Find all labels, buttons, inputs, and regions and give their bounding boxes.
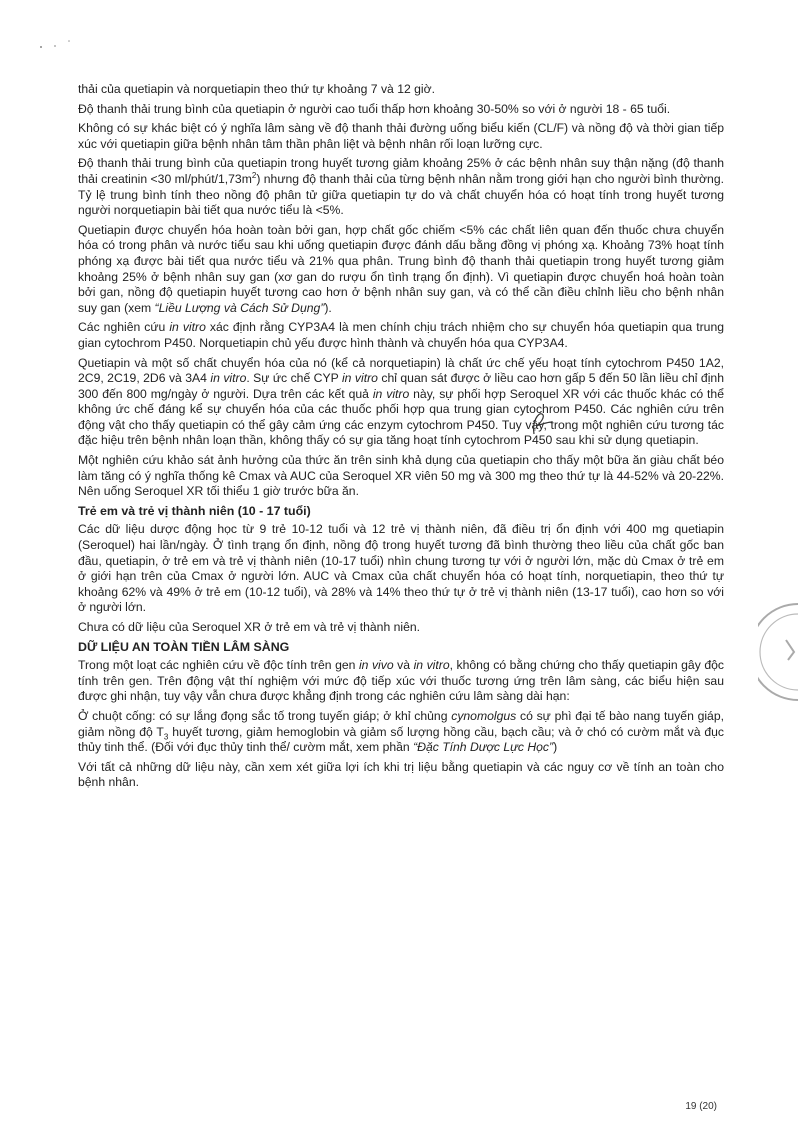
- text-run: Với tất cả những dữ liệu này, cần xem xét giữa lợi ích khi trị liệu bằng quetiapin và các nguy cơ về tính an toàn cho bệnh nhân.: [78, 759, 724, 790]
- text-run: Một nghiên cứu khảo sát ảnh hưởng của thức ăn trên sinh khả dụng của quetiapin cho thấy một bữa ăn giàu chất béo làm tăng có ý nghĩa thống kê Cmax và AUC của Seroquel XR viên 50 mg và 300 mg theo thứ tự là 44-52% và 20-22%. Nên uống Seroquel XR tối thiểu 1 giờ trước bữa ăn.: [78, 453, 724, 499]
- text-run: huyết tương, giảm hemoglobin và giảm số lượng hồng cầu, bạch cầu; và ở chó có cườm mắt và đục thủy tinh thể. (Đối với đục thủy tinh thể/ cườm mắt, xem phần: [78, 724, 724, 755]
- text-run: in vivo: [358, 658, 394, 673]
- paragraph: [78, 320, 724, 351]
- text-run: in vitro: [210, 371, 247, 386]
- text-run: có sự phì đại tế bào nang tuyến giáp, giảm nồng độ T: [78, 708, 725, 739]
- section-heading: [78, 504, 724, 520]
- text-run: 3: [163, 732, 169, 741]
- page-number: 19 (20): [685, 1101, 717, 1112]
- paragraph: [78, 709, 724, 756]
- text-run: Chưa có dữ liệu của Seroquel XR ở trẻ em và trẻ vị thành niên.: [78, 620, 421, 634]
- paragraph: [78, 102, 724, 118]
- text-run: in vitro: [413, 658, 450, 673]
- paragraph: [78, 156, 724, 218]
- paragraph: [78, 453, 724, 500]
- text-run: in vitro: [341, 371, 378, 386]
- signature-mark: [528, 408, 554, 438]
- text-run: in vitro: [169, 320, 206, 335]
- text-run: cynomolgus: [451, 708, 517, 723]
- text-run: Ở chuột cống: có sự lắng đọng sắc tố trong tuyến giáp; ở khỉ chủng: [78, 708, 452, 723]
- text-run: Trẻ em và trẻ vị thành niên (10 - 17 tuổi): [78, 503, 311, 518]
- text-run: ) nhưng độ thanh thải của từng bệnh nhân nằm trong giới hạn cho người bình thường. Tỷ lệ trung bình tính theo nồng độ phân tử giữa quetiapin tự do và chất chuyển hóa có hoạt tính trong huyết tương người norquetiapin bài tiết qua nước tiểu là <5%.: [78, 171, 724, 218]
- text-run: Quetiapin và một số chất chuyển hóa của nó (kể cả norquetiapin) là chất ức chế yếu hoạt tính cytochrom P450 1A2, 2C9, 2C19, 2D6 và 3A4: [78, 355, 724, 386]
- text-run: . Sự ức chế CYP: [246, 371, 342, 386]
- text-run: ): [553, 740, 558, 755]
- text-run: Trong một loạt các nghiên cứu về độc tính trên gen: [78, 658, 359, 673]
- text-run: in vitro: [372, 386, 410, 401]
- text-run: Độ thanh thải trung bình của quetiapin trong huyết tương giảm khoảng 25% ở các bệnh nhân suy thận nặng (độ thanh thải creatinin <30 ml/phút/1,73m: [78, 156, 724, 186]
- text-run: 2: [251, 170, 257, 180]
- text-run: , không có bằng chứng cho thấy quetiapin gây độc tính trên gen. Trên động vật thí nghiệm với mức độ tiếp xúc với thuốc tương ứng trên lâm sàng, các biểu hiện sau được ghi nhận, tuy vậy vẫn chưa được khẳng định trong các nghiên cứu lâm sàng dài hạn:: [78, 658, 724, 704]
- text-run: này, sự phối hợp Seroquel XR với các thuốc khác có thể không ức chế đáng kể sự chuyển hóa của các thuốc phối hợp qua trung gian cytochrom P450. Các nghiên cứu trên động vật cho thấy quetiapin có thể gây cảm ứng các enzym cytochrom P450. Tuy vậy, trong một nghiên cứu tương tác đặc hiệu trên bệnh nhân loạn thần, không thấy có sự gia tăng hoạt tính cytochrom P450 sau khi sử dụng quetiapin.: [78, 386, 724, 448]
- text-run: Độ thanh thải trung bình của quetiapin ở người cao tuổi thấp hơn khoảng 30-50% so với ở người 18 - 65 tuổi.: [78, 101, 671, 116]
- text-run: Các dữ liệu dược động học từ 9 trẻ 10-12 tuổi và 12 trẻ vị thành niên, đã điều trị ổn định với 400 mg quetiapin (Seroquel) hai lần/ngày. Ở tình trạng ổn định, nồng độ trong huyết tương đã bình thường theo liều của chất gốc ban đầu, quetiapin, ở trẻ em và trẻ vị thành niên (10-17 tuổi) nhìn chung tương tự với ở người lớn, mặc dù Cmax ở trẻ em ở giới hạn trên của Cmax ở người lớn. AUC và Cmax của chất chuyển hóa có hoạt tính, norquetiapin, theo thứ tự khoảng 62% và 49% ở trẻ em (10-12 tuổi), và 28% và 14% theo thứ tự ở trẻ vị thành niên (13-17 tuổi), cao hơn so với ở người lớn.: [78, 522, 724, 615]
- paragraph: [78, 760, 724, 791]
- section-heading: [78, 640, 724, 656]
- text-run: xác định rằng CYP3A4 là men chính chịu trách nhiệm cho sự chuyển hóa quetiapin qua trung gian cytochrom P450. Norquetiapin chủ yếu được hình thành và chuyển hóa qua CYP3A4.: [78, 320, 724, 350]
- text-run: “Liều Lượng và Cách Sử Dụng”: [154, 300, 325, 315]
- paragraph: [78, 620, 724, 636]
- text-run: “Đặc Tính Dược Lực Học”: [413, 740, 554, 755]
- paragraph: [78, 522, 724, 616]
- company-stamp: [758, 602, 799, 702]
- text-run: Quetiapin được chuyển hóa hoàn toàn bởi gan, hợp chất gốc chiếm <5% các chất liên quan đến thuốc chưa chuyển hóa có trong phân và nước tiểu sau khi uống quetiapin được đánh dấu bằng đồng vị phóng xạ. Khoảng 73% hoạt tính phóng xạ được bài tiết qua nước tiểu và 21% qua phân. Trung bình độ thanh thải quetiapin trong huyết tương giảm khoảng 25% ở bệnh nhân suy gan (xơ gan do rượu ổn tình trạng ổn định). Vì quetiapin được chuyển hoá hoàn toàn bởi gan, nồng độ quetiapin huyết tương cao hơn ở bệnh nhân suy gan, và có thể cần điều chỉnh liều cho bệnh nhân suy gan (xem: [78, 222, 724, 315]
- text-run: Không có sự khác biệt có ý nghĩa lâm sàng về độ thanh thải đường uống biểu kiến (CL/F) và nồng độ và thời gian tiếp xúc với quetiapin giữa bệnh nhân tâm thần phân liệt và bệnh nhân rối loạn lưỡng cực.: [78, 121, 724, 151]
- text-run: ).: [324, 300, 332, 315]
- scan-specks: [38, 38, 78, 50]
- paragraph: [78, 82, 724, 98]
- paragraph: [78, 356, 724, 450]
- paragraph: [78, 223, 724, 317]
- paragraph: [78, 121, 724, 152]
- text-run: và: [393, 658, 414, 673]
- text-run: thải của quetiapin và norquetiapin theo thứ tự khoảng 7 và 12 giờ.: [78, 82, 436, 96]
- text-run: Các nghiên cứu: [78, 320, 170, 335]
- paragraph: [78, 658, 724, 705]
- text-run: DỮ LIỆU AN TOÀN TIỀN LÂM SÀNG: [78, 639, 290, 654]
- document-body: [78, 82, 724, 795]
- text-run: chỉ quan sát được ở liều cao hơn gấp 5 đến 50 lần liều chỉ định 300 đến 800 mg/ngày ở người. Dựa trên các kết quả: [78, 371, 724, 401]
